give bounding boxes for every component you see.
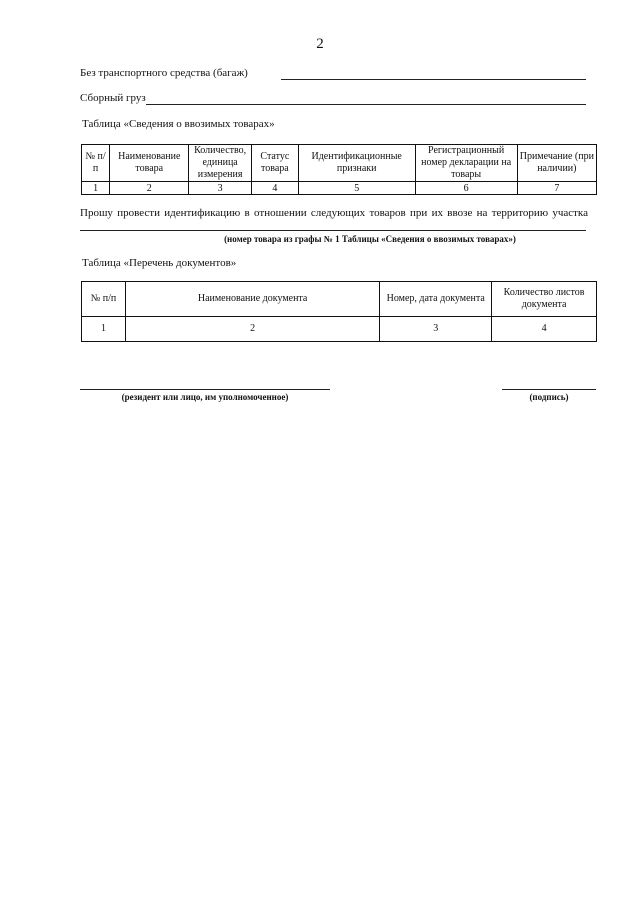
- table-cell: 1: [82, 182, 110, 195]
- table-cell: 1: [82, 317, 126, 342]
- col-header-status: Статус товара: [251, 145, 298, 182]
- col-header-note: Примечание (при наличии): [517, 145, 596, 182]
- col-header-document-number-date: Номер, дата документа: [380, 282, 492, 317]
- table-cell: 2: [110, 182, 189, 195]
- signature-caption: (подпись): [529, 392, 569, 402]
- col-header-identification: Идентификационные признаки: [298, 145, 415, 182]
- table-header-row: [82, 145, 597, 182]
- request-text: Прошу провести идентификацию в отношении следующих товаров при их ввозе на территорию участка: [80, 207, 588, 219]
- col-header-document-name: Наименование документа: [125, 282, 379, 317]
- cargo-label: Сборный груз: [80, 92, 146, 104]
- table-cell: 6: [415, 182, 517, 195]
- request-line: [80, 230, 586, 231]
- signature-line: [502, 389, 596, 390]
- transport-label: Без транспортного средства (багаж): [80, 67, 248, 79]
- page-number: 2: [316, 36, 324, 52]
- table-cell: 2: [125, 317, 379, 342]
- table-cell: 3: [380, 317, 492, 342]
- transport-line: [281, 79, 586, 80]
- table-cell: 3: [189, 182, 252, 195]
- table-row: [82, 182, 597, 195]
- table1-title: Таблица «Сведения о ввозимых товарах»: [82, 118, 275, 130]
- col-header-goods-name: Наименование товара: [110, 145, 189, 182]
- col-header-declaration: Регистрационный номер декларации на товары: [415, 145, 517, 182]
- table-cell: 7: [517, 182, 596, 195]
- table2-title: Таблица «Перечень документов»: [82, 257, 237, 269]
- resident-caption: (резидент или лицо, им уполномоченное): [121, 392, 289, 402]
- request-caption: (номер товара из графы № 1 Таблицы «Сведения о ввозимых товарах»): [224, 234, 516, 244]
- col-header-quantity: Количество, единица измерения: [189, 145, 252, 182]
- table-row: [82, 317, 597, 342]
- goods-table: [81, 144, 597, 195]
- table-cell: 5: [298, 182, 415, 195]
- col-header-sheet-count: Количество листов документа: [492, 282, 597, 317]
- cargo-line: [146, 104, 586, 105]
- table-cell: 4: [251, 182, 298, 195]
- table-header-row: [82, 282, 597, 317]
- documents-table: [81, 281, 597, 342]
- col-header-number: № п/п: [82, 145, 110, 182]
- col-header-number: № п/п: [82, 282, 126, 317]
- table-cell: 4: [492, 317, 597, 342]
- resident-signature-line: [80, 389, 330, 390]
